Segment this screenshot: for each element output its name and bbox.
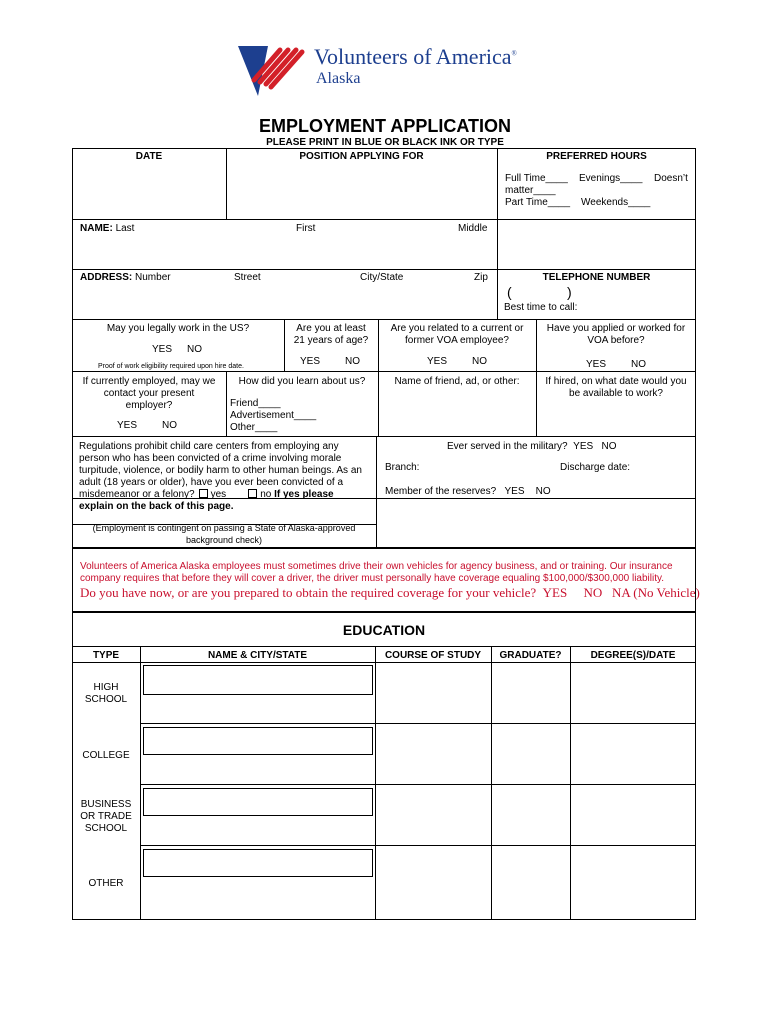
learn-question: How did you learn about us? (238, 376, 366, 387)
military-no[interactable]: NO (601, 441, 617, 452)
crime-text-line5: misdemeanor or a felony? (79, 489, 195, 500)
crime-if-yes: If yes please (274, 489, 334, 500)
city-state-label: City/State (360, 272, 404, 283)
reserves-question (385, 486, 551, 498)
row-other: OTHER (88, 878, 124, 889)
insurance-na[interactable]: NA (No Vehicle) (611, 585, 700, 600)
reserves-yes[interactable]: YES (504, 486, 525, 497)
row-high-school-line2: SCHOOL (84, 694, 128, 705)
reserves-no[interactable]: NO (535, 486, 551, 497)
applied-no[interactable]: NO (631, 359, 646, 370)
row-business-line1: BUSINESS (80, 799, 132, 810)
row-college: COLLEGE (82, 750, 130, 761)
col-name-city-state: NAME & CITY/STATE (207, 650, 308, 661)
friend-option[interactable]: Friend____ (230, 398, 281, 409)
position-label: POSITION APPLYING FOR (299, 151, 424, 162)
date-label: DATE (135, 151, 163, 162)
related-yes[interactable]: YES (427, 356, 448, 367)
date-field[interactable] (73, 164, 225, 218)
legal-no[interactable]: NO (187, 344, 202, 355)
background-check-note-line2: background check) (185, 535, 263, 545)
address-field[interactable] (73, 285, 496, 318)
college-name-box[interactable] (143, 727, 373, 755)
telephone-label: TELEPHONE NUMBER (542, 272, 651, 283)
best-time-label[interactable]: Best time to call: (504, 302, 578, 313)
name-label: NAME: (80, 223, 113, 234)
col-degrees-date: DEGREE(S)/DATE (590, 650, 676, 661)
crime-no-checkbox[interactable] (248, 489, 257, 498)
logo-region: Alaska (316, 70, 361, 87)
doesnt-matter-blank[interactable]: matter____ (505, 185, 556, 196)
other-option[interactable]: Other____ (230, 422, 278, 433)
insurance-question-text: Do you have now, or are you prepared to obtain the required coverage for your vehicle? (80, 585, 537, 600)
col-course-of-study: COURSE OF STUDY (384, 650, 482, 661)
insurance-question (80, 585, 700, 600)
row-high-school-line1: HIGH (93, 682, 119, 693)
crime-yes-checkbox[interactable] (199, 489, 208, 498)
friend-name-field[interactable] (379, 390, 535, 435)
street-label: Street (234, 272, 261, 283)
crime-text-line3: turpitude, violence, or bodily harm to other human beings. As an (79, 465, 362, 476)
crime-text-line2: person who has been convicted of a crime involving morale (79, 453, 342, 464)
crime-yes-label: yes (210, 489, 227, 500)
street-number-label: Number (135, 272, 171, 283)
employed-question-line3: employer? (125, 400, 173, 411)
age-no[interactable]: NO (345, 356, 360, 367)
related-no[interactable]: NO (472, 356, 487, 367)
business-name-box[interactable] (143, 788, 373, 816)
legal-work-question: May you legally work in the US? (106, 323, 250, 334)
telephone-field[interactable] (498, 286, 695, 300)
part-time-option[interactable]: Part Time____ (505, 197, 571, 208)
voa-logo-mark (238, 44, 310, 96)
insurance-no[interactable]: NO (583, 585, 603, 600)
branch-label: Branch: (385, 462, 420, 473)
name-row (80, 223, 134, 235)
branch-field[interactable] (425, 460, 545, 474)
background-check-note-line1: (Employment is contingent on passing a State of Alaska-approved (92, 523, 356, 533)
page-title: EMPLOYMENT APPLICATION (259, 116, 511, 136)
col-type: TYPE (92, 650, 120, 661)
hired-date-field[interactable] (537, 402, 695, 435)
doesnt-matter-option[interactable]: Doesn’t (654, 173, 688, 184)
employed-question-line2: contact your present (103, 388, 195, 399)
legal-yes[interactable]: YES (152, 344, 173, 355)
zip-label: Zip (474, 272, 488, 283)
age-yes[interactable]: YES (300, 356, 321, 367)
age-question-line2: 21 years of age? (293, 335, 369, 346)
full-time-option[interactable]: Full Time____ (505, 173, 568, 184)
reserves-label: Member of the reserves? (385, 486, 497, 497)
crime-text-line1: Regulations prohibit child care centers from employing any (79, 441, 339, 452)
hired-date-question-line2: be available to work? (569, 388, 663, 399)
military-served-label: Ever served in the military? (447, 441, 568, 452)
middle-name-label: Middle (458, 223, 488, 234)
ink-instruction: PLEASE PRINT IN BLUE OR BLACK INK OR TYPE (266, 137, 504, 148)
employed-yes[interactable]: YES (117, 420, 138, 431)
crime-question-line (79, 489, 334, 501)
military-yes[interactable]: YES (573, 441, 594, 452)
discharge-date-label: Discharge date: (560, 462, 631, 473)
military-question (447, 441, 617, 453)
crime-no-label: no (260, 489, 272, 500)
position-field[interactable] (227, 164, 496, 218)
age-question-line1: Are you at least (296, 323, 366, 334)
applied-question-line1: Have you applied or worked for (546, 323, 686, 334)
first-name-label: First (296, 223, 316, 234)
friend-name-label: Name of friend, ad, or other: (394, 376, 520, 387)
crime-explain: explain on the back of this page. (79, 501, 234, 512)
employed-question-line1: If currently employed, may we (82, 376, 216, 387)
driving-notice-line1: Volunteers of America Alaska employees must sometimes drive their own vehicles for agency business, and or training. Our insurance (80, 561, 673, 572)
advertisement-option[interactable]: Advertisement____ (230, 410, 317, 421)
preferred-hours-label: PREFERRED HOURS (546, 151, 647, 162)
row-business-line3: SCHOOL (84, 823, 128, 834)
proof-note: Proof of work eligibility required upon hire date. (98, 363, 244, 370)
employed-no[interactable]: NO (162, 420, 177, 431)
col-graduate: GRADUATE? (499, 650, 562, 661)
address-row (80, 272, 171, 284)
crime-text-line4: adult (18 years or older), have you ever been convicted of a (79, 477, 344, 488)
school-name-box[interactable] (143, 665, 373, 695)
other-name-box[interactable] (143, 849, 373, 877)
evenings-option[interactable]: Evenings____ (579, 173, 643, 184)
area-code-open-paren: ( (507, 284, 512, 300)
area-code-close-paren: ) (567, 284, 572, 300)
logo-org-name: Volunteers of America® (314, 44, 517, 69)
related-question-line1: Are you related to a current or (390, 323, 524, 334)
last-name-label: Last (115, 223, 135, 234)
weekends-option[interactable]: Weekends____ (581, 197, 651, 208)
name-field[interactable] (73, 236, 496, 268)
related-question-line2: former VOA employee? (405, 335, 509, 346)
address-label: ADDRESS: (80, 272, 133, 283)
row-business-line2: OR TRADE (80, 811, 132, 822)
applied-yes[interactable]: YES (586, 359, 607, 370)
driving-notice-line2: company requires that before they will cover a driver, the driver must personally have coverage equaling $100,000/$300,000 liability. (80, 573, 665, 584)
insurance-yes[interactable]: YES (542, 585, 568, 600)
applied-question-line2: VOA before? (587, 335, 645, 346)
education-title: EDUCATION (342, 622, 426, 638)
hired-date-question-line1: If hired, on what date would you (545, 376, 687, 387)
